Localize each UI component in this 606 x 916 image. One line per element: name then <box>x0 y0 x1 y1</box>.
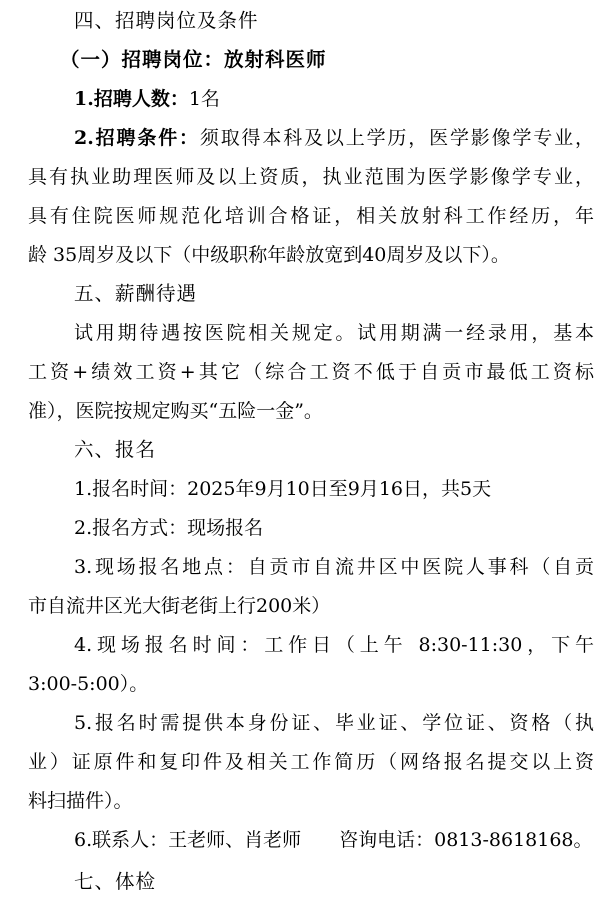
requirements-line: 具有执业助理医师及以上资质，执业范围为医学影像学专业， <box>28 166 594 188</box>
item-text: 须取得本科及以上学历，医学影像学专业， <box>199 127 594 149</box>
registration-place: 市自流井区光大街老街上行200米） <box>28 595 331 617</box>
contact-info: 6.联系人：王老师、肖老师 咨询电话：0813-8618168。 <box>74 829 593 851</box>
pay-paragraph-line: 试用期待遇按医院相关规定。试用期满一经录用，基本 <box>74 322 594 344</box>
section-heading: 七、体检 <box>74 870 157 893</box>
registration-hours: 3:00-5:00）。 <box>28 673 149 695</box>
registration-method: 2.报名方式：现场报名 <box>74 517 264 539</box>
section-heading: 四、招聘岗位及条件 <box>74 9 259 32</box>
required-documents: 5.报名时需提供本身份证、毕业证、学位证、资格（执 <box>74 712 594 734</box>
section-heading: 六、报名 <box>74 438 157 461</box>
required-documents: 业）证原件和复印件及相关工作简历（网络报名提交以上资 <box>28 751 594 773</box>
registration-hours: 4.现场报名时间：工作日（上午 8:30-11:30，下午 <box>74 634 594 656</box>
requirements-line <box>74 120 594 156</box>
item-label: 2.招聘条件： <box>74 127 200 149</box>
position-heading: （一）招聘岗位：放射科医师 <box>60 48 327 71</box>
headcount-item <box>74 81 574 117</box>
item-label: 1.招聘人数： <box>74 88 189 110</box>
registration-time: 1.报名时间：2025年9月10日至9月16日，共5天 <box>74 478 492 500</box>
pay-paragraph-line: 工资+绩效工资+其它（综合工资不低于自贡市最低工资标 <box>28 361 594 383</box>
registration-place: 3.现场报名地点：自贡市自流井区中医院人事科（自贡 <box>74 556 594 578</box>
requirements-line: 龄 35周岁及以下（中级职称年龄放宽到40周岁及以下）。 <box>28 244 510 266</box>
required-documents: 料扫描件）。 <box>28 790 133 812</box>
requirements-line: 具有住院医师规范化培训合格证，相关放射科工作经历，年 <box>28 205 594 227</box>
section-heading: 五、薪酬待遇 <box>74 282 198 305</box>
pay-paragraph-line: 准），医院按规定购买“五险一金”。 <box>28 400 323 422</box>
item-value: 1名 <box>188 88 220 110</box>
